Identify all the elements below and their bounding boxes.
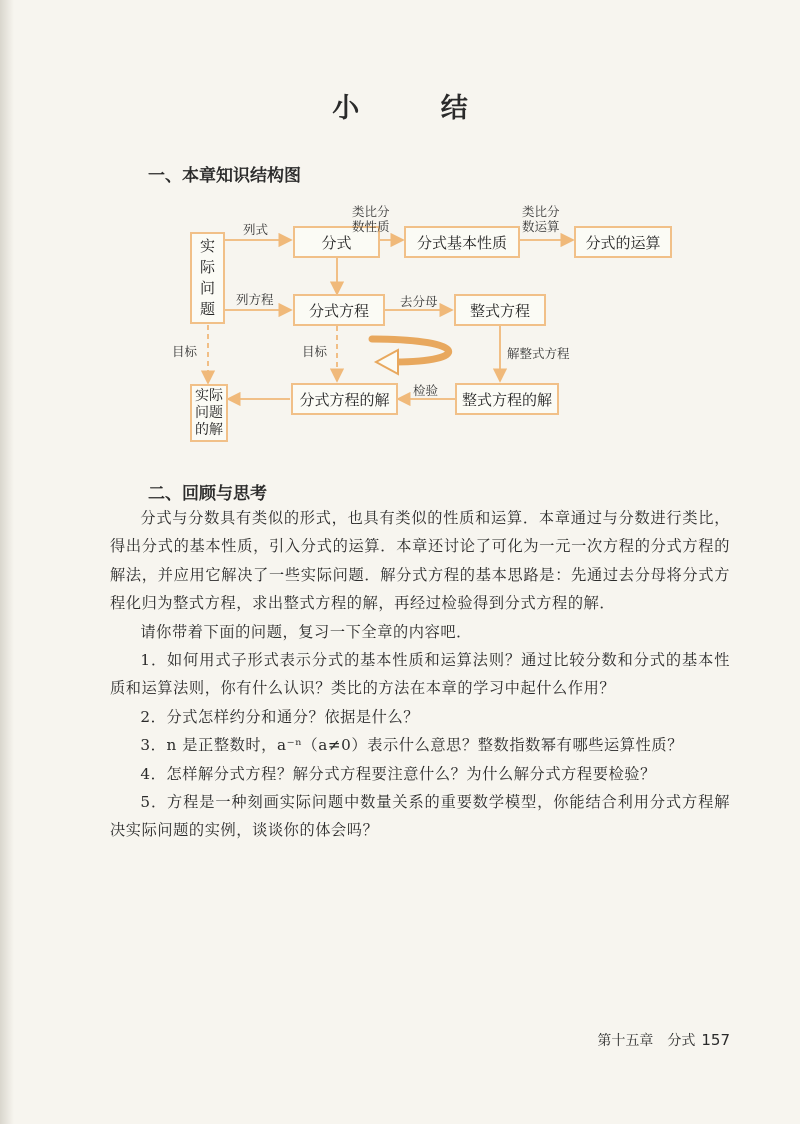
box-integral-equation: 整式方程 <box>454 294 546 326</box>
knowledge-structure-diagram <box>0 0 800 460</box>
label-solve-integral: 解整式方程 <box>507 346 570 361</box>
curved-arrow-head <box>376 350 398 374</box>
label-analogy-operation: 类比分 数运算 <box>522 204 560 234</box>
label-goal-left: 目标 <box>172 344 198 359</box>
label-set-expr: 列式 <box>243 222 269 237</box>
question-3: 3．n 是正整数时，a⁻ⁿ（a≠0）表示什么意思？整数指数幂有哪些运算性质？ <box>140 736 683 755</box>
box-operations: 分式的运算 <box>574 226 672 258</box>
box-integral-solution: 整式方程的解 <box>455 383 559 415</box>
box-fraction-equation: 分式方程 <box>293 294 385 326</box>
question-1: 1．如何用式子形式表示分式的基本性质和运算法则？通过比较分数和分式的基本性质和运算法则，你有什么认识？类比的方法在本章的学习中起什么作用？ <box>110 651 730 698</box>
page-footer <box>597 1030 730 1050</box>
box-fraction-expr: 分式 <box>293 226 380 258</box>
review-body <box>110 504 730 845</box>
question-5: 5．方程是一种刻画实际问题中数量关系的重要数学模型，你能结合利用分式方程解决实际问题的实例，谈谈你的体会吗？ <box>110 793 730 840</box>
page-title: 小 结 <box>332 93 504 124</box>
section-heading-review: 二、回顾与思考 <box>148 484 267 504</box>
section-heading-structure: 一、本章知识结构图 <box>148 166 301 186</box>
question-2: 2．分式怎样约分和通分？依据是什么？ <box>140 707 420 726</box>
page-number: 157 <box>701 1031 730 1049</box>
paragraph-intro: 请你带着下面的问题，复习一下全章的内容吧． <box>140 622 472 641</box>
chapter-label: 第十五章 分式 <box>597 1033 696 1049</box>
paragraph-summary: 分式与分数具有类似的形式，也具有类似的性质和运算．本章通过与分数进行类比，得出分式的基本性质，引入分式的运算．本章还讨论了可化为一元一次方程的分式方程的解法，并应用它解决了一些实际问题．解分式方程的基本思路是：先通过去分母将分式方程化归为整式方程，求出整式方程的解，再经过检验得到分式方程的解． <box>110 509 730 613</box>
label-goal-mid: 目标 <box>302 344 328 359</box>
box-practical-problem: 实 际 问 题 <box>190 232 225 324</box>
question-4: 4．怎样解分式方程？解分式方程要注意什么？为什么解分式方程要检验？ <box>140 764 656 783</box>
label-remove-denominator: 去分母 <box>400 294 438 309</box>
label-check: 检验 <box>413 383 439 398</box>
label-analogy-property: 类比分 数性质 <box>352 204 390 234</box>
box-practical-solution: 实际 问题 的解 <box>190 384 228 442</box>
label-set-equation: 列方程 <box>236 292 274 307</box>
box-basic-property: 分式基本性质 <box>404 226 520 258</box>
box-fraction-solution: 分式方程的解 <box>291 383 398 415</box>
